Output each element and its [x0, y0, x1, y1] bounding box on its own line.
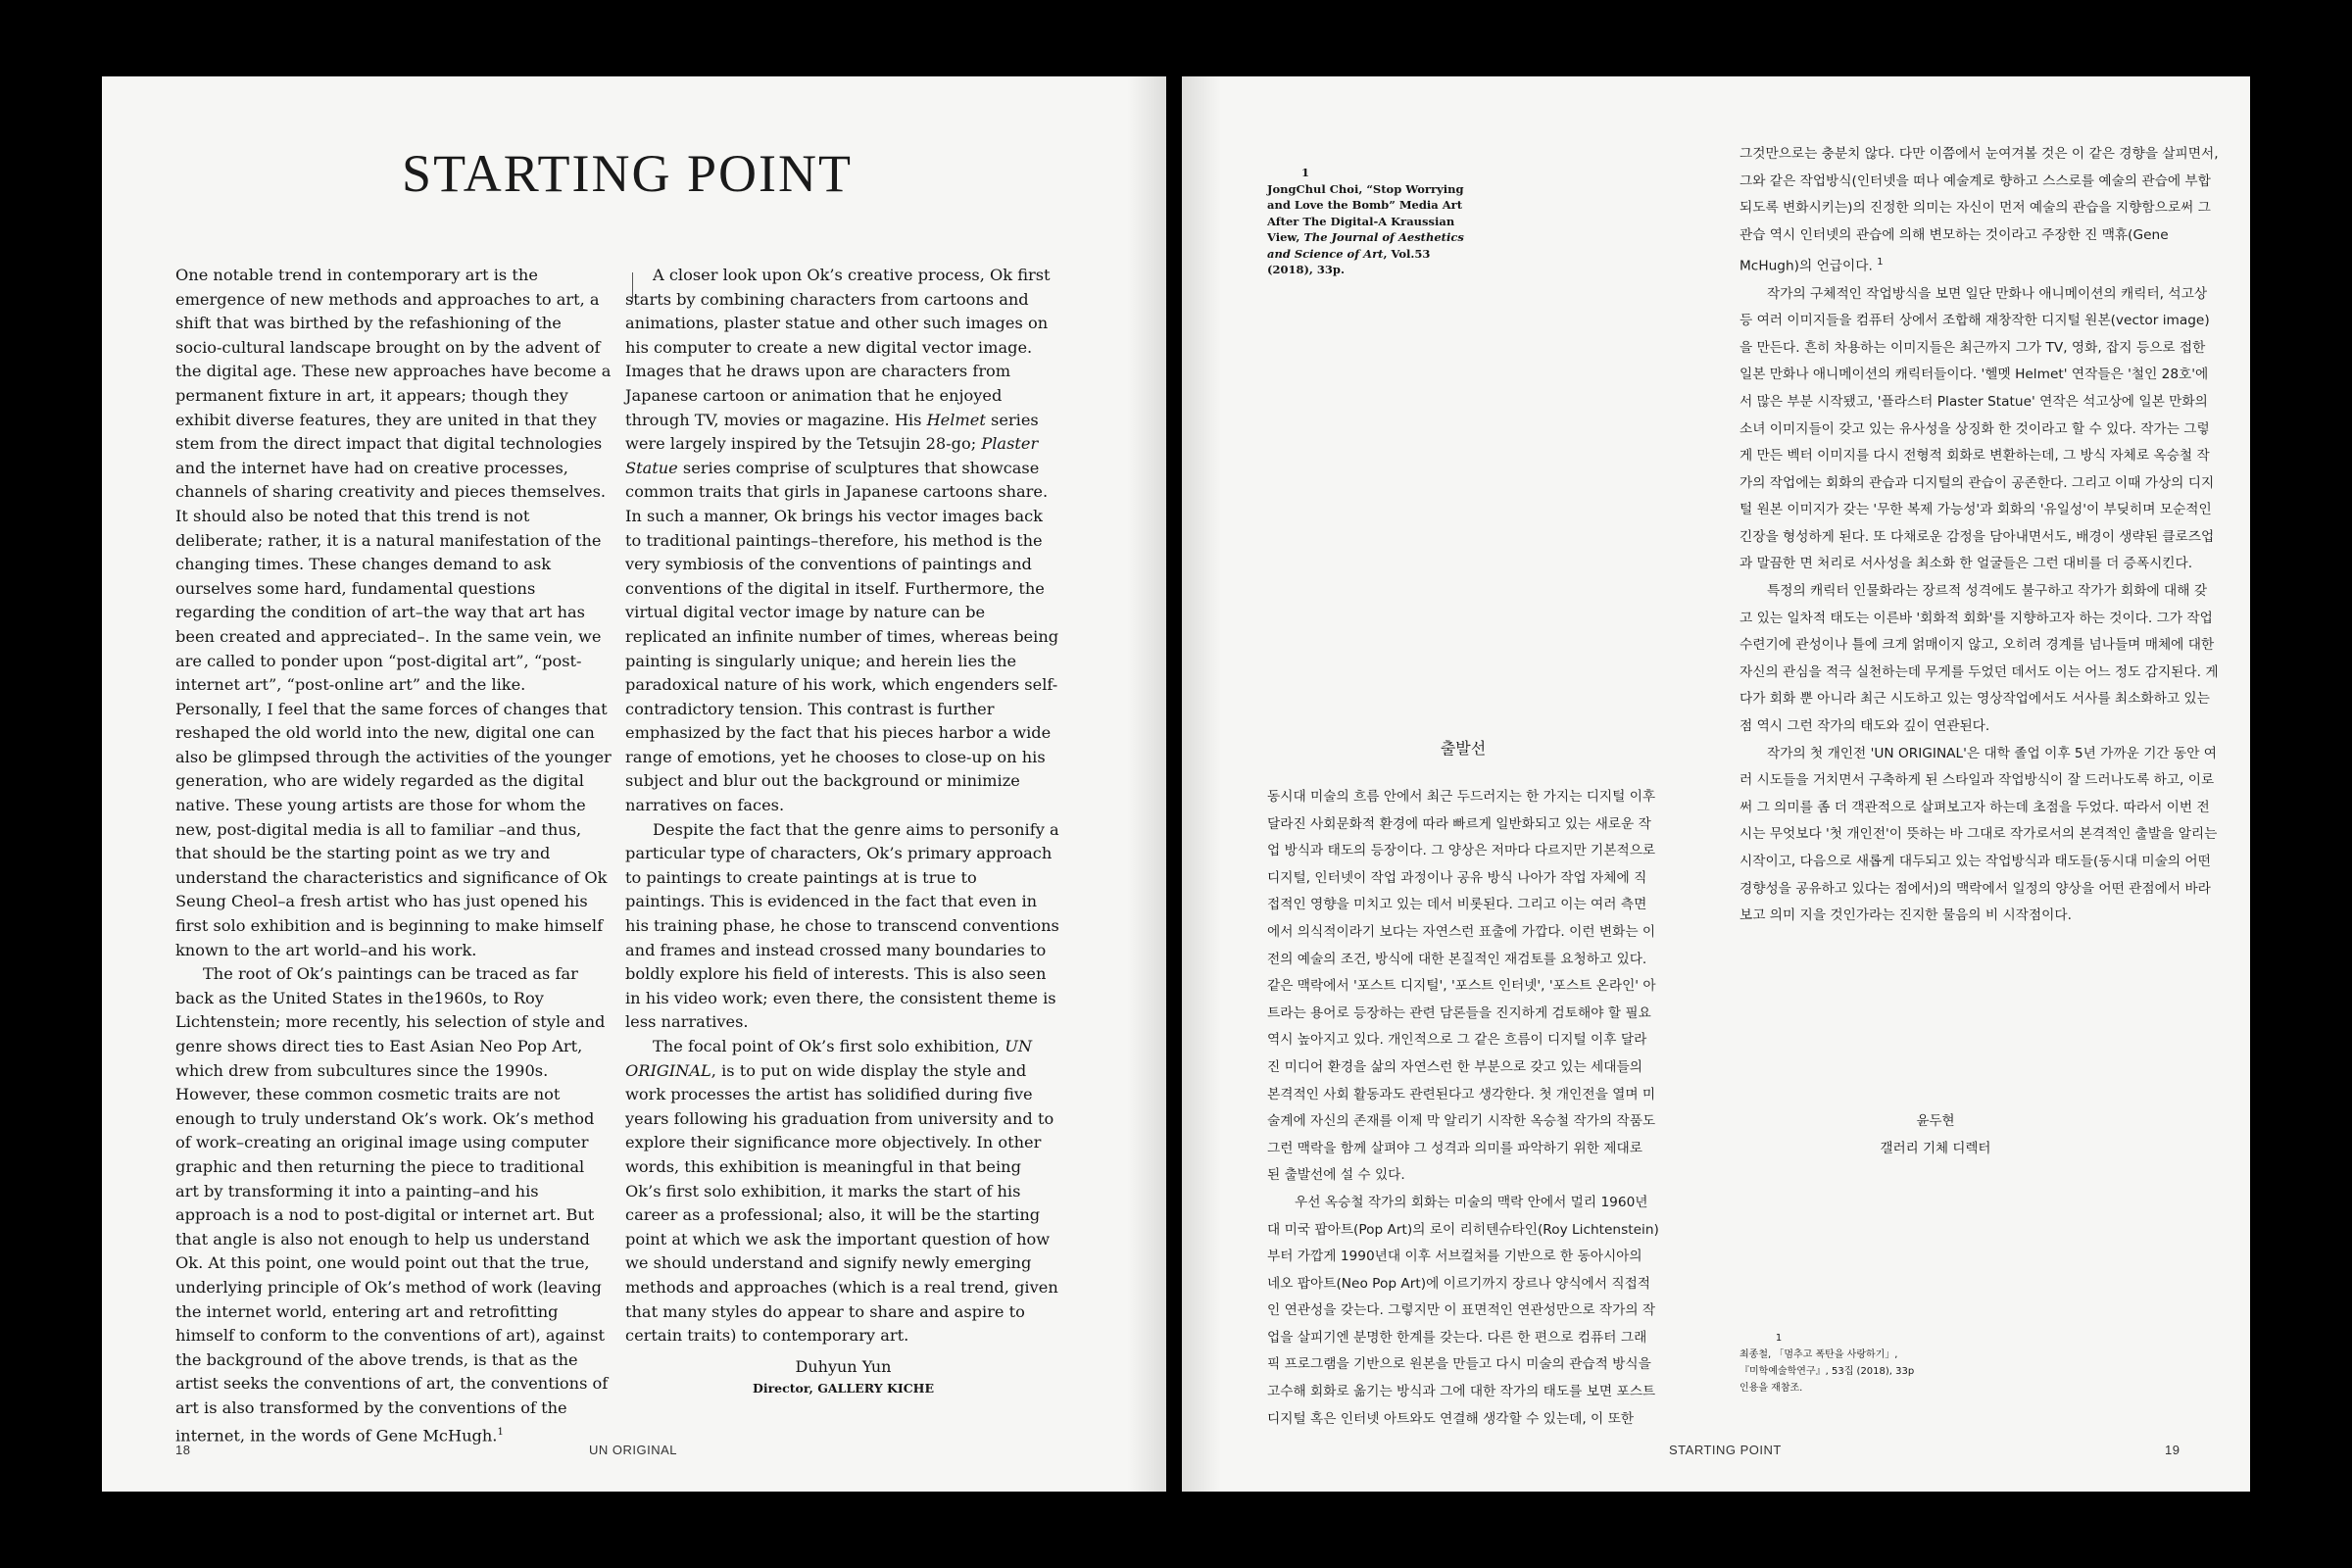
author-name: Duhyun Yun: [795, 1357, 892, 1376]
footnote-number: 1: [1300, 166, 1309, 179]
korean-footnote-number: 1: [1775, 1333, 1783, 1344]
series-title-plaster: Plaster Statue: [625, 434, 1039, 477]
korean-footnote-line: 『미학예술학연구』, 53집 (2018), 33p: [1740, 1366, 1915, 1377]
korean-column-1: [1267, 784, 1659, 1433]
english-paragraph: Despite the fact that the genre aims to personify a particular type of characters, Ok’s primary approach to paintings to create paintings at is true to paintings. This is evidenced in the fact that even in his training phase, he chose to transcend conventions and frames and instead crossed many boundaries to boldly explore his field of interests. This is also seen in his video work; even there, the consistent theme is less narratives.: [625, 819, 1059, 1032]
gutter-shadow: [1182, 76, 1221, 1492]
footnote-marker: 1: [497, 1426, 504, 1438]
korean-paragraph: 특정의 캐릭터 인물화라는 장르적 성격에도 불구하고 작가가 회화에 대해 갖고 있는 일차적 태도는 이른바 '회화적 회화'를 지향하고자 하는 것이다. 그가 작업 수련기에 관성이나 틀에 크게 얽매이지 않고, 오히려 경계를 넘나들며 매체에 대한 자신의 관심을 적극 실천하는데 무게를 두었던 데서도 이는 어느 정도 감지된다. 게다가 회화 뿐 아니라 최근 시도하고 있는 영상작업에서도 서사를 최소화하고 있는 점 역시 그런 작가의 태도와 깊이 연관된다.: [1740, 583, 2219, 735]
korean-paragraph: 작가의 구체적인 작업방식을 보면 일단 만화나 애니메이션의 캐릭터, 석고상 등 여러 이미지들을 컴퓨터 상에서 조합해 재창작한 디지털 원본(vector image)을 만든다. 흔히 차용하는 이미지들은 최근까지 그가 TV, 영화, 잡지 등으로 접한 일본 만화나 애니메이션의 캐릭터들이다. '헬멧 Helmet' 연작들은 '철인 28호'에서 많은 부분 시작됐고, '플라스터 Plaster Statue' 연작은 석고상에 일본 만화의 소녀 이미지들이 갖고 있는 유사성을 상징화 한 것이라고 할 수 있다. 작가는 그렇게 만든 벡터 이미지를 다시 전형적 회화로 변환하는데, 그 방식 자체로 옥승철 작가의 작업에는 회화의 관습과 디지털의 관습이 공존한다. 그리고 이때 가상의 디지털 원본 이미지가 갖는 '무한 복제 가능성'과 회화의 '유일성'이 부딪히며 모순적인 긴장을 형성하게 된다. 또 다채로운 감정을 담아내면서도, 배경이 생략된 클로즈업과 말끔한 면 처리로 서사성을 최소화 한 얼굴들은 그런 대비를 더 증폭시킨다.: [1740, 285, 2215, 572]
footnote-marker: 1: [1877, 257, 1884, 269]
korean-signature: [1740, 1107, 2132, 1162]
korean-author-role: 갤러리 기체 디렉터: [1880, 1141, 1991, 1156]
footnote: [1267, 165, 1473, 278]
gutter-shadow: [1127, 76, 1166, 1492]
english-paragraph: The focal point of Ok’s first solo exhibition, UN ORIGINAL, is to put on wide display the style and work processes the artist has solidified during five years following his graduation from university and to explore their significance more objectively. In other words, this exhibition is meaningful in that being Ok’s first solo exhibition, it marks the start of his career as a professional; also, it will be the starting point at which we ask the important question of how we should understand and signify newly emerging methods and approaches (which is a real trend, given that many styles do appear to share and aspire to certain traits) to contemporary art.: [625, 1037, 1058, 1346]
korean-footnote: [1740, 1330, 1994, 1396]
left-page: [102, 76, 1166, 1492]
page-number: 19: [2165, 1443, 2180, 1457]
korean-paragraph: 우선 옥승철 작가의 회화는 미술의 맥락 안에서 멀리 1960년대 미국 팝아트(Pop Art)의 로이 리히텐슈타인(Roy Lichtenstein)부터 가깝게 1990년대 이후 서브컬처를 기반으로 한 동아시아의 네오 팝아트(Neo Pop Art)에 이르기까지 장르나 양식에서 직접적인 연관성을 갖는다. 그렇지만 이 표면적인 연관성만으로 작가의 작업을 살피기엔 분명한 한계를 갖는다. 다른 한 편으로 컴퓨터 그래픽 프로그램을 기반으로 원본을 만들고 다시 미술의 관습적 방식을 고수해 회화로 옮기는 방식과 그에 대한 작가의 태도를 보면 포스트 디지털 혹은 인터넷 아트와도 연결해 생각할 수 있는데, 이 또한: [1267, 1194, 1659, 1427]
english-paragraph: The root of Ok’s paintings can be traced as far back as the United States in the1960s, to Roy Lichtenstein; more recently, his selection of style and genre shows direct ties to East Asian Neo Pop Art, which drew from subcultures since the 1990s. However, these common cosmetic traits are not enough to truly understand Ok’s work. Ok’s method of work–creating an original image using computer graphic and then returning the piece to traditional art by transforming it into a painting–and his approach is a nod to post-digital or internet art. But that angle is also not enough to help us understand Ok. At this point, one would point out that the true, underlying principle of Ok’s method of work (leaving the internet world, entering art and retrofitting himself to conform to the conventions of art), against the background of the above trends, is that as the artist seeks the conventions of art, the conventions of art is also transformed by the conventions of the internet, in the words of Gene McHugh.$^1$: [175, 964, 609, 1445]
english-column-1: [175, 264, 612, 1447]
right-page: [1182, 76, 2250, 1492]
english-paragraph: A closer look upon Ok’s creative process, Ok first starts by combining characters from cartoons and animations, plaster statue and other such images on his computer to create a new digital vector image. Images that he draws upon are characters from Japanese cartoon or animation that he enjoyed through TV, movies or magazine. His Helmet series were largely inspired by the Tetsujin 28-go; Plaster Statue series comprise of sculptures that showcase common traits that girls in Japanese cartoons share. In such a manner, Ok brings his vector images back to traditional paintings–therefore, his method is the very symbiosis of the conventions of paintings and conventions of the digital in itself. Furthermore, the virtual digital vector image by nature can be replicated an infinite number of times, whereas being painting is singularly unique; and herein lies the paradoxical nature of his work, which engenders self-contradictory tension. This contrast is further emphasized by the fact that his pieces harbor a wide range of emotions, yet he chooses to close-up on his subject and blur out the background or minimize narratives on faces.: [625, 266, 1059, 815]
series-title-helmet: Helmet: [926, 410, 986, 429]
author-role: Director, GALLERY KICHE: [753, 1381, 934, 1396]
korean-footnote-line: 인용을 재참조.: [1740, 1383, 1803, 1394]
exhibition-title: UN ORIGINAL: [625, 1037, 1033, 1080]
korean-paragraph: 작가의 첫 개인전 'UN ORIGINAL'은 대학 졸업 이후 5년 가까운 기간 동안 여러 시도들을 거치면서 구축하게 된 스타일과 작업방식이 잘 드러나도록 하고, 이로써 그 의미를 좀 더 객관적으로 살펴보고자 하는데 초점을 두었다. 따라서 이번 전시는 무엇보다 '첫 개인전'이 뜻하는 바 그대로 작가로서의 본격적인 출발을 알리는 시작이고, 다음으로 새롭게 대두되고 있는 작업방식과 태도들(동시대 미술의 어떤 경향성을 공유하고 있다는 점에서)의 맥락에서 일정의 양상을 어떤 관점에서 바라보고 의미 지을 것인가라는 진지한 물음의 비 시작점이다.: [1740, 745, 2218, 924]
english-column-2: [625, 264, 1061, 1348]
running-header: STARTING POINT: [1669, 1443, 1782, 1457]
korean-paragraph: 그것만으로는 충분치 않다. 다만 이쯤에서 눈여겨볼 것은 이 같은 경향을 살피면서, 그와 같은 작업방식(인터넷을 떠나 예술계로 향하고 스스로를 예술의 관습에 부합되도록 변화시키는)의 진정한 의미는 자신이 먼저 예술의 관습을 지향함으로써 그 관습 역시 인터넷의 관습에 의해 변모하는 것이라고 주장한 진 맥휴(Gene McHugh)의 언급이다. $^1$: [1740, 146, 2219, 274]
korean-title: 출발선: [1440, 739, 1487, 758]
korean-column-2: [1740, 141, 2220, 930]
author-signature: [625, 1357, 1061, 1396]
running-header: UN ORIGINAL: [589, 1443, 678, 1457]
korean-author-name: 윤두현: [1916, 1113, 1955, 1129]
korean-paragraph: 동시대 미술의 흐름 안에서 최근 두드러지는 한 가지는 디지털 이후 달라진 사회문화적 환경에 따라 빠르게 일반화되고 있는 새로운 작업 방식과 태도의 등장이다. 그 양상은 저마다 다르지만 기본적으로 디지털, 인터넷이 작업 과정이나 공유 방식 나아가 작업 자체에 직접적인 영향을 미치고 있는 데서 비롯된다. 그리고 이는 여러 측면에서 의식적이라기 보다는 자연스런 표출에 가깝다. 이런 변화는 이전의 예술의 조건, 방식에 대한 본질적인 재검토를 요청하고 있다. 같은 맥락에서 '포스트 디지털', '포스트 인터넷', '포스트 온라인' 아트라는 용어로 등장하는 관련 담론들을 진지하게 검토해야 할 필요 역시 높아지고 있다. 개인적으로 그 같은 흐름이 디지털 이후 달라진 미디어 환경을 삶의 자연스런 한 부분으로 갖고 있는 세대들의 본격적인 사회 활동과도 관련된다고 생각한다. 첫 개인전을 열며 미술계에 자신의 존재를 이제 막 알리기 시작한 옥승철 작가의 작품도 그런 맥락을 함께 살펴야 그 성격과 의미를 파악하기 위한 제대로 된 출발선에 설 수 있다.: [1267, 789, 1656, 1184]
korean-footnote-line: 최종철, 「멈추고 폭탄을 사랑하기」,: [1740, 1349, 1898, 1360]
article-title: STARTING POINT: [402, 144, 853, 203]
footnote-text: JongChul Choi, “Stop Worrying and Love the Bomb” Media Art After The Digital-A Kraussian View, The Journal of Aesthetics and Science of Art, Vol.53 (2018), 33p.: [1267, 181, 1464, 276]
english-paragraph: One notable trend in contemporary art is the emergence of new methods and approaches to art, a shift that was birthed by the refashioning of the socio-cultural landscape brought on by the advent of the digital age. These new approaches have become a permanent fixture in art, it appears; though they exhibit diverse features, they are united in that they stem from the direct impact that digital technologies and the internet have had on creative processes, channels of sharing creativity and pieces themselves. It should also be noted that this trend is not deliberate; rather, it is a natural manifestation of the changing times. These changes demand to ask ourselves some hard, fundamental questions regarding the condition of art–the way that art has been created and appreciated–. In the same vein, we are called to ponder upon “post-digital art”, “post-internet art”, “post-online art” and the like. Personally, I feel that the same forces of changes that reshaped the old world into the new, digital one can also be glimpsed through the activities of the younger generation, who are widely regarded as the digital native. These young artists are those for whom the new, post-digital media is all to familiar –and thus, that should be the starting point as we try and understand the characteristics and significance of Ok Seung Cheol–a fresh artist who has just opened his first solo exhibition and is beginning to make himself known to the art world–and his work.: [175, 266, 612, 959]
page-number: 18: [175, 1443, 191, 1457]
